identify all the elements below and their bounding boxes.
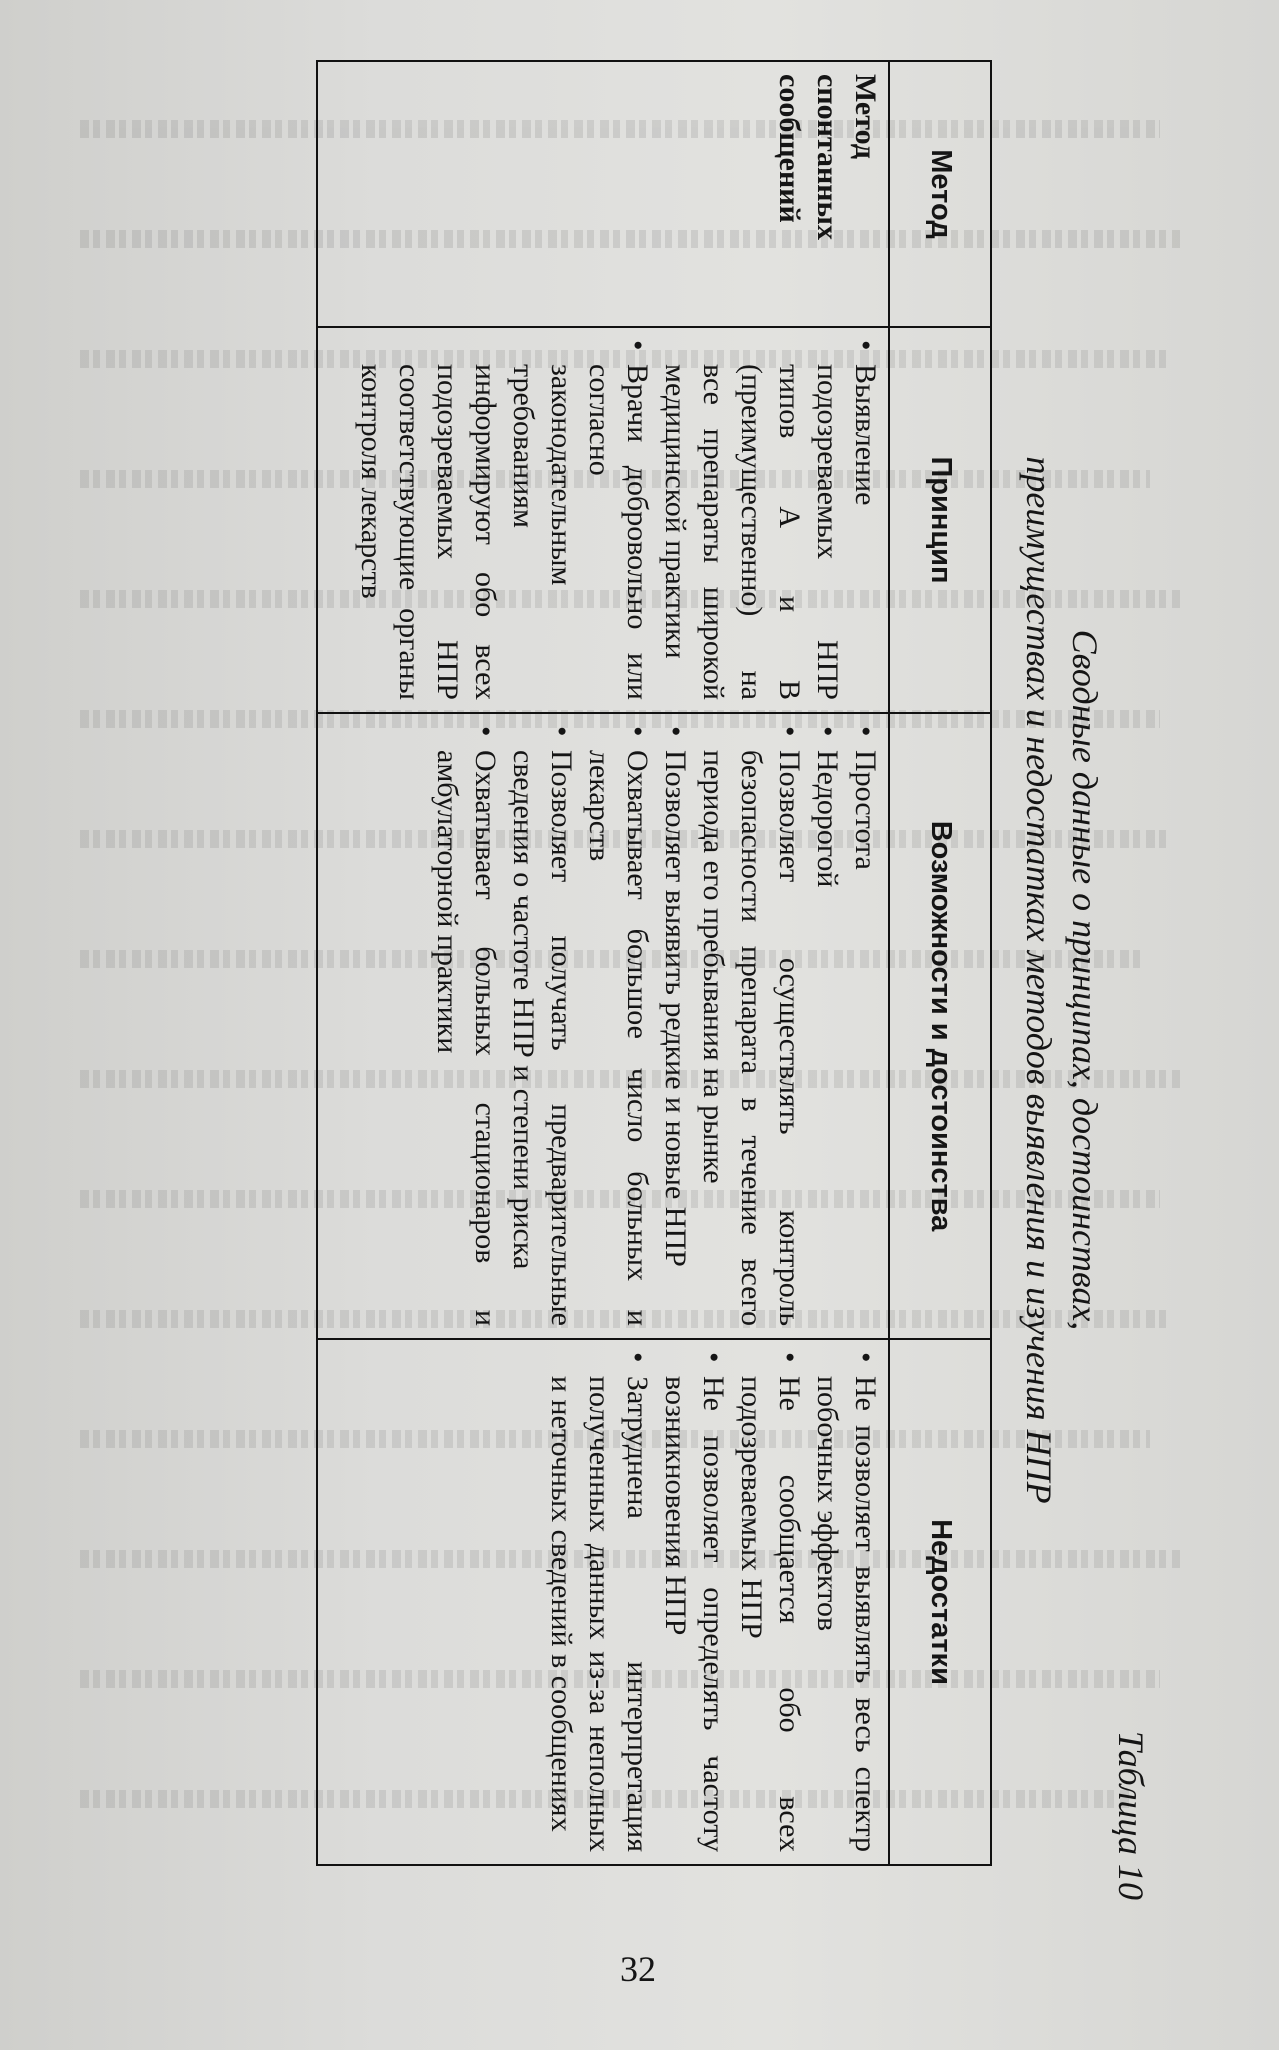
disadvantages-list — [542, 1352, 884, 1852]
list-item: • Не позволяет определять частоту возникновения НПР — [656, 1352, 732, 1852]
principle-cell — [317, 327, 889, 713]
list-item: • Недорогой — [808, 726, 846, 1326]
list-item: • Позволяет получать предварительные сведения о частоте НПР и степени риска — [504, 726, 580, 1326]
header-method: Метод — [889, 61, 991, 327]
table-header-row — [889, 61, 991, 1865]
table-title-line: преимуществах и недостатках методов выявления и изучения НПР — [1019, 456, 1059, 1504]
list-item: • Позволяет выявить редкие и новые НПР — [656, 726, 694, 1326]
advantages-list — [428, 726, 884, 1326]
methods-table — [316, 60, 992, 1866]
list-item: • Затруднена интерпретация полученных данных из-за неполных и неточных сведений в сообщениях — [542, 1352, 656, 1852]
table-container — [316, 60, 992, 1866]
list-item: • Выявление подозреваемых НПР типов А и В (преимущественно) на все препараты широкой медицинской практики — [656, 340, 884, 700]
table-caption — [1000, 40, 1160, 1940]
table-label: Таблица 10 — [1111, 1730, 1151, 1900]
table-title — [1016, 40, 1108, 1920]
table-title-line: Сводные данные о принципах, достоинствах, — [1065, 629, 1105, 1331]
rotated-table-block — [60, 40, 1160, 1960]
header-advantages: Возможности и достоинства — [889, 713, 991, 1339]
list-item: • Позволяет осуществлять контроль безопасности препарата в течение всего периода его пребывания на рынке — [694, 726, 808, 1326]
page-number: 32 — [620, 1949, 656, 1989]
list-item: • Не позволяет выявлять весь спектр побочных эффектов — [808, 1352, 884, 1852]
advantages-cell — [317, 713, 889, 1339]
disadvantages-cell — [317, 1339, 889, 1865]
list-item: • Не сообщается обо всех подозреваемых НПР — [732, 1352, 808, 1852]
list-item: • Простота — [846, 726, 884, 1326]
list-item: • Охватывает больных стационаров и амбулаторной практики — [428, 726, 504, 1326]
method-cell: Метод спонтанных сообщений — [317, 61, 889, 327]
list-item: • Охватывает большое число больных и лекарств — [580, 726, 656, 1326]
header-disadvantages: Недостатки — [889, 1339, 991, 1865]
table-row — [317, 61, 889, 1865]
principle-list — [352, 340, 884, 700]
header-principle: Принцип — [889, 327, 991, 713]
list-item: • Врачи добровольно или согласно законодательным требованиям информируют обо всех подозреваемых НПР соответствующие органы контроля лекарств — [352, 340, 656, 700]
